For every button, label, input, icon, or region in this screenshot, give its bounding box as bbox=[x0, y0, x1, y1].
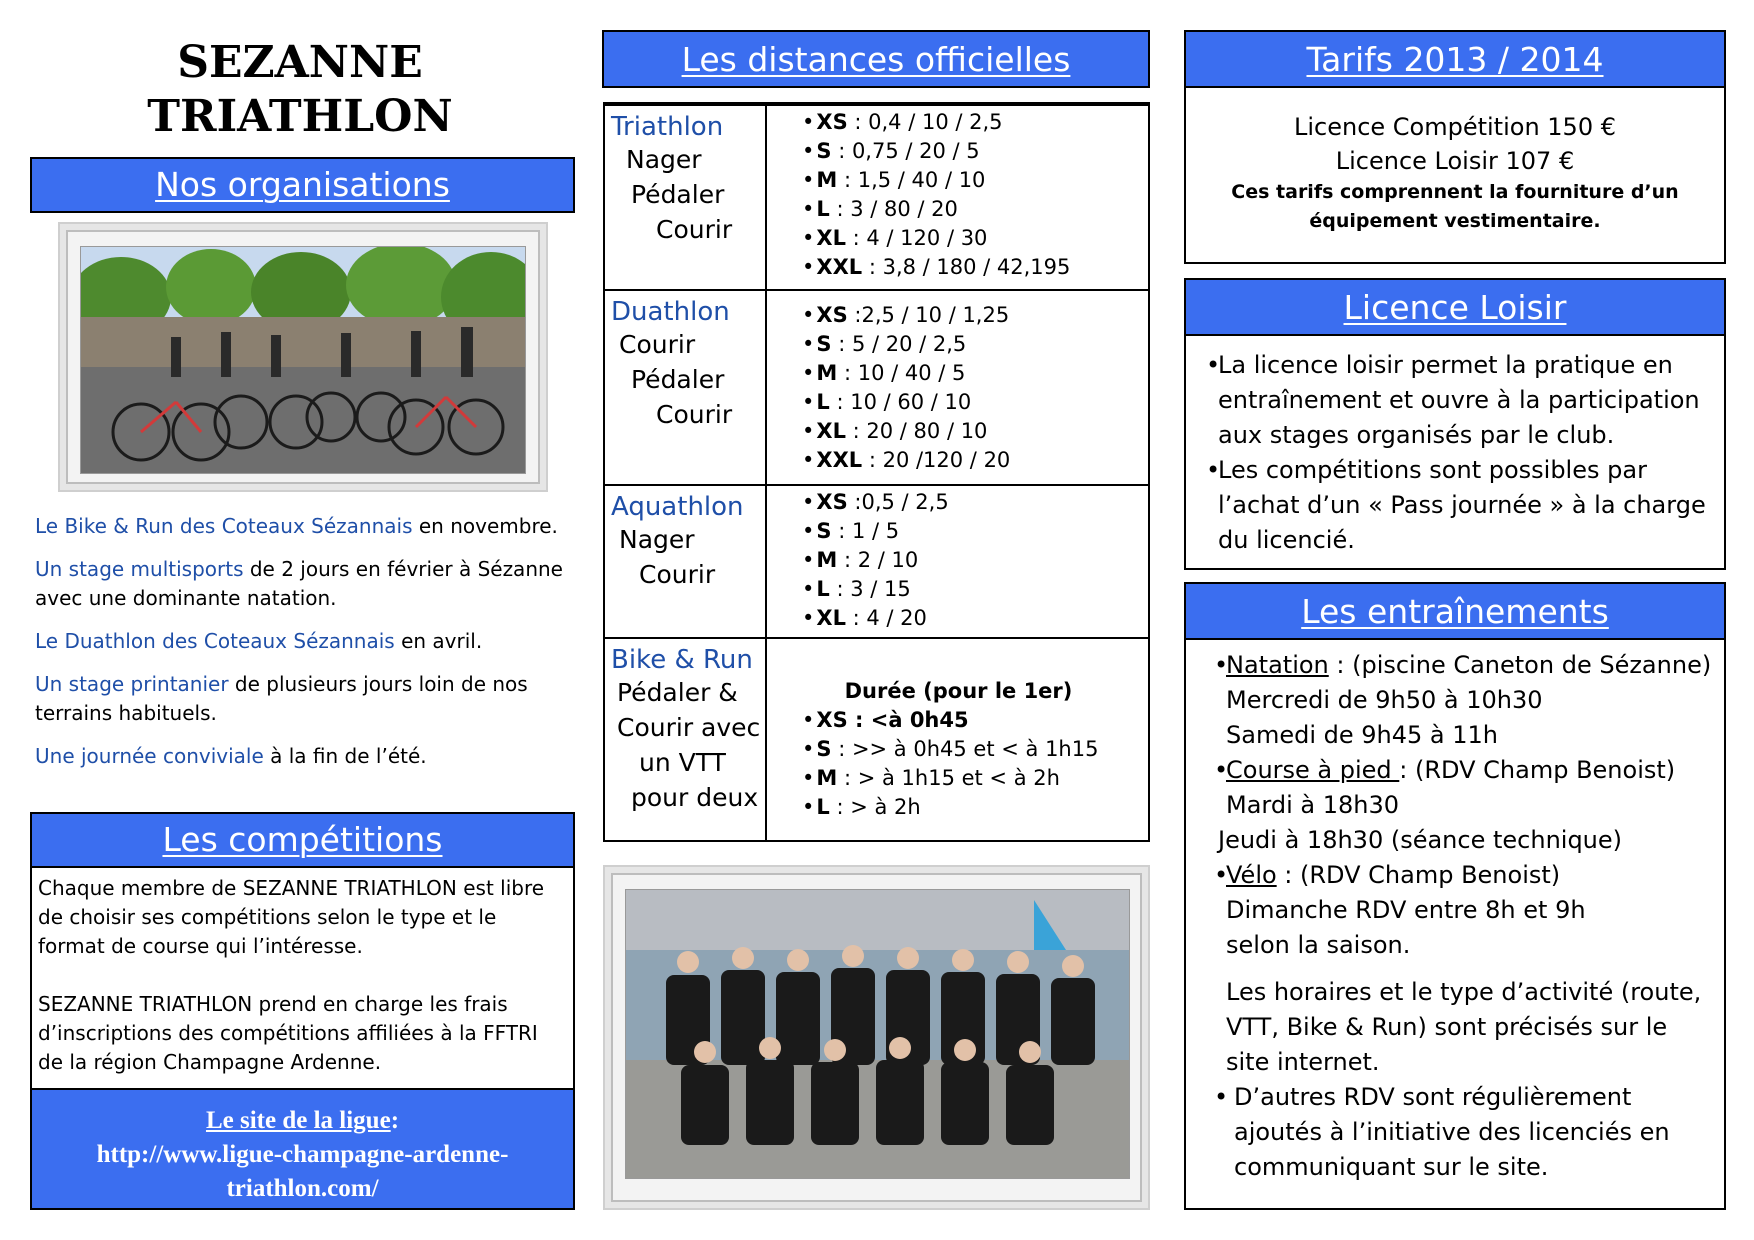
bike-park-photo-frame bbox=[58, 222, 548, 492]
club-title-line1: SEZANNE bbox=[177, 37, 423, 88]
org-name: Le Duathlon des Coteaux Sézannais bbox=[35, 629, 395, 653]
sport-step: Courir avec bbox=[617, 713, 761, 742]
spec-item: • M : 10 / 40 / 5 bbox=[802, 359, 1010, 388]
org-item: Le Bike & Run des Coteaux Sézannais en novembre. bbox=[35, 514, 558, 538]
spec-item: • XL : 20 / 80 / 10 bbox=[802, 417, 1010, 446]
org-name: Un stage printanier bbox=[35, 672, 229, 696]
spec-list bbox=[802, 706, 1098, 822]
club-title-line2: TRIATHLON bbox=[147, 91, 453, 142]
orgs-header: Nos organisations bbox=[30, 157, 575, 213]
sport-name: Duathlon bbox=[611, 297, 730, 327]
loisir-item-1: • La licence loisir permet la pratique en entraînement et ouvre à la participation aux stages organisés par le club. bbox=[1206, 351, 1700, 449]
spec-item: • S : >> à 0h45 et < à 1h15 bbox=[802, 735, 1098, 764]
org-item: Le Duathlon des Coteaux Sézannais en avril. bbox=[35, 629, 483, 653]
sport-step: Courir bbox=[656, 215, 733, 244]
org-item: Une journée conviviale à la fin de l’été. bbox=[35, 744, 427, 768]
spec-item: • XS :0,5 / 2,5 bbox=[802, 488, 949, 517]
sport-step: Nager bbox=[619, 525, 695, 554]
tarif-competition: Licence Compétition 150 € bbox=[1293, 113, 1616, 141]
league-site-label-line: Le site de la ligue: bbox=[205, 1107, 400, 1134]
distance-row-triathlon bbox=[605, 104, 1148, 291]
bike-park-photo bbox=[80, 246, 526, 474]
tarif-note: Ces tarifs comprennent la fourniture d’un équipement vestimentaire. bbox=[1231, 181, 1679, 232]
distances-header: Les distances officielles bbox=[602, 30, 1150, 88]
spec-list bbox=[802, 488, 949, 633]
spec-item: • S : 0,75 / 20 / 5 bbox=[802, 137, 1070, 166]
league-site-label: Le site de la ligue bbox=[205, 1107, 391, 1134]
org-item: Un stage multisports de 2 jours en février à Sézanne avec une dominante natation. bbox=[35, 557, 563, 610]
training-horaires: Les horaires et le type d’activité (route, VTT, Bike & Run) sont précisés sur le site internet. bbox=[1226, 978, 1702, 1076]
spec-item: • XXL : 20 /120 / 20 bbox=[802, 446, 1010, 475]
sport-step: Pédaler bbox=[631, 180, 725, 209]
natation-label: Natation bbox=[1226, 651, 1329, 679]
spec-item: • L : 3 / 80 / 20 bbox=[802, 195, 1070, 224]
duration-title: Durée (pour le 1er) bbox=[844, 679, 1073, 703]
spec-item: • XXL : 3,8 / 180 / 42,195 bbox=[802, 253, 1070, 282]
org-name: Une journée conviviale bbox=[35, 744, 264, 768]
loisir-header: Licence Loisir bbox=[1184, 278, 1726, 336]
training-autres: • D’autres RDV sont régulièrement ajoutés à l’initiative des licenciés en communiquant sur le site. bbox=[1214, 1083, 1670, 1181]
loisir-box bbox=[1184, 334, 1726, 570]
sport-step: Pédaler bbox=[631, 365, 725, 394]
spec-item: • M : 2 / 10 bbox=[802, 546, 949, 575]
training-course: • Course à pied : (RDV Champ Benoist) bbox=[1214, 756, 1676, 784]
spec-item: • L : 3 / 15 bbox=[802, 575, 949, 604]
spec-item: • S : 5 / 20 / 2,5 bbox=[802, 330, 1010, 359]
spec-item: • M : 1,5 / 40 / 10 bbox=[802, 166, 1070, 195]
training-header: Les entraînements bbox=[1184, 582, 1726, 640]
velo-line-2: selon la saison. bbox=[1226, 931, 1411, 959]
loisir-item-2: • Les compétitions sont possibles par l’achat d’un « Pass journée » à la charge du licencié. bbox=[1206, 456, 1706, 554]
sport-step: Pédaler & bbox=[617, 678, 738, 707]
sport-step: Nager bbox=[626, 145, 702, 174]
sport-name: Aquathlon bbox=[611, 492, 744, 522]
orgs-list bbox=[35, 512, 570, 771]
velo-line-1: Dimanche RDV entre 8h et 9h bbox=[1226, 896, 1586, 924]
sport-step: Courir bbox=[656, 400, 733, 429]
comp-header: Les compétitions bbox=[30, 812, 575, 868]
bike-park-image bbox=[81, 247, 526, 474]
spec-item: • XS :2,5 / 10 / 1,25 bbox=[802, 301, 1010, 330]
distance-row-duathlon bbox=[605, 289, 1148, 486]
sport-step: Courir bbox=[619, 330, 696, 359]
tarifs-header: Tarifs 2013 / 2014 bbox=[1184, 30, 1726, 88]
training-velo: • Vélo : (RDV Champ Benoist) bbox=[1214, 861, 1561, 889]
league-site-url-1[interactable]: http://www.ligue-champagne-ardenne- bbox=[96, 1141, 509, 1168]
league-site-box bbox=[30, 1088, 575, 1210]
tarifs-box bbox=[1184, 86, 1726, 264]
sport-name: Bike & Run bbox=[611, 645, 753, 675]
org-name: Le Bike & Run des Coteaux Sézannais bbox=[35, 514, 413, 538]
training-natation: • Natation : (piscine Caneton de Sézanne) bbox=[1214, 651, 1712, 679]
spec-list bbox=[802, 301, 1010, 475]
course-line-1: Mardi à 18h30 bbox=[1226, 791, 1400, 819]
spec-item: • S : 1 / 5 bbox=[802, 517, 949, 546]
spec-item: • XL : 4 / 20 bbox=[802, 604, 949, 633]
course-line-2: Jeudi à 18h30 (séance technique) bbox=[1218, 826, 1623, 854]
org-name: Un stage multisports bbox=[35, 557, 244, 581]
natation-line-1: Mercredi de 9h50 à 10h30 bbox=[1226, 686, 1543, 714]
spec-item: • L : > à 2h bbox=[802, 793, 1098, 822]
distance-row-bike-run bbox=[605, 637, 1148, 842]
sport-name: Triathlon bbox=[611, 112, 724, 142]
spec-item: • XS : <à 0h45 bbox=[802, 706, 1098, 735]
team-photo-frame bbox=[603, 865, 1150, 1210]
spec-list bbox=[802, 108, 1070, 282]
distance-row-aquathlon bbox=[605, 484, 1148, 639]
comp-text bbox=[30, 866, 575, 1090]
club-title bbox=[30, 36, 570, 144]
league-site-url-2[interactable]: triathlon.com/ bbox=[226, 1175, 379, 1202]
sport-step: un VTT bbox=[639, 748, 726, 777]
tarif-loisir: Licence Loisir 107 € bbox=[1335, 147, 1575, 175]
course-label: Course à pied bbox=[1226, 756, 1400, 784]
team-photo bbox=[625, 889, 1130, 1179]
spec-item: • L : 10 / 60 / 10 bbox=[802, 388, 1010, 417]
spec-item: • XS : 0,4 / 10 / 2,5 bbox=[802, 108, 1070, 137]
sport-step: Courir bbox=[639, 560, 716, 589]
velo-label: Vélo bbox=[1226, 861, 1277, 889]
training-box bbox=[1184, 638, 1726, 1210]
distances-table bbox=[603, 102, 1150, 842]
team-image bbox=[626, 890, 1130, 1179]
org-item: Un stage printanier de plusieurs jours loin de nos terrains habituels. bbox=[35, 672, 528, 725]
comp-paragraph-1: Chaque membre de SEZANNE TRIATHLON est libre de choisir ses compétitions selon le type et le format de course qui l’intéresse. bbox=[38, 876, 545, 958]
sport-step: pour deux bbox=[631, 783, 759, 812]
comp-paragraph-2: SEZANNE TRIATHLON prend en charge les frais d’inscriptions des compétitions affiliées à la FFTRI de la région Champagne Ardenne. bbox=[38, 992, 538, 1074]
spec-item: • M : > à 1h15 et < à 2h bbox=[802, 764, 1098, 793]
spec-item: • XL : 4 / 120 / 30 bbox=[802, 224, 1070, 253]
natation-line-2: Samedi de 9h45 à 11h bbox=[1226, 721, 1498, 749]
